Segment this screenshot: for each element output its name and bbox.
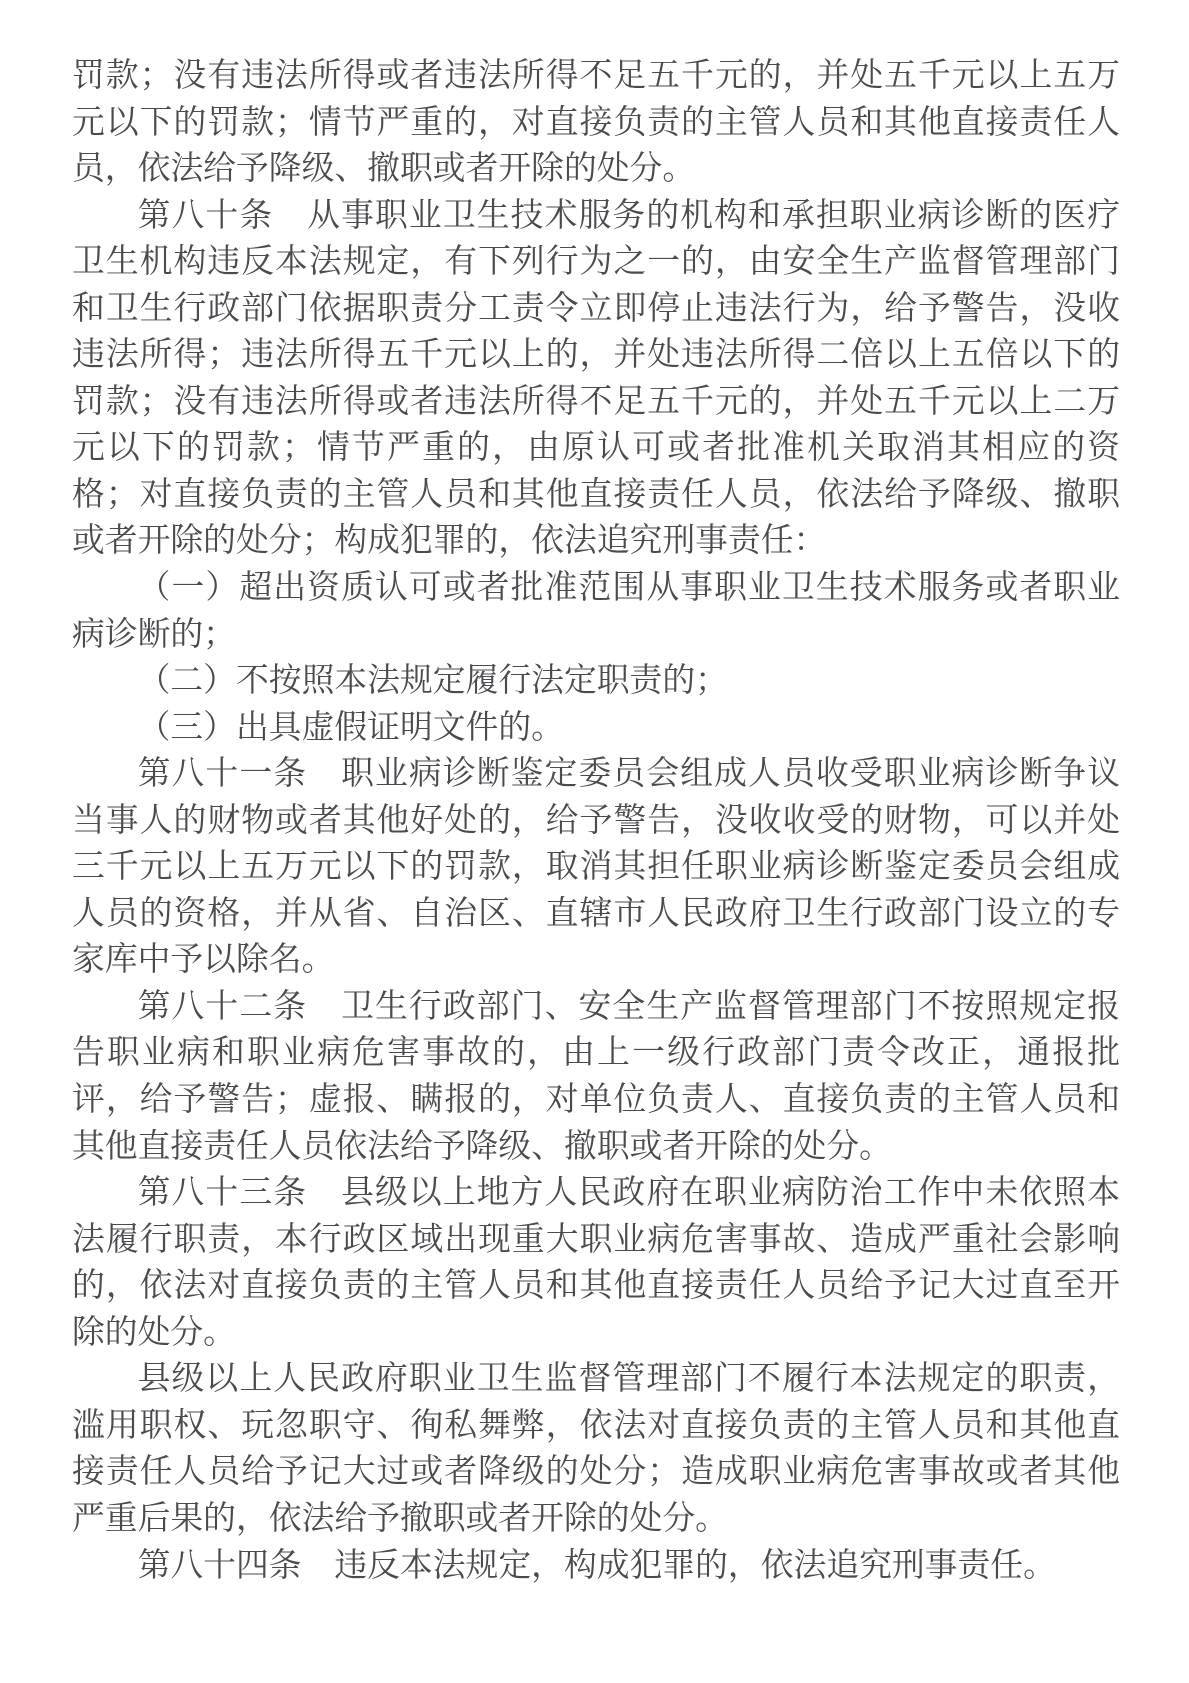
paragraph-article-80: 第八十条 从事职业卫生技术服务的机构和承担职业病诊断的医疗卫生机构违反本法规定，有下列行为之一的，由安全生产监督管理部门和卫生行政部门依据职责分工责令立即停止违法行为，给予警告，没收违法所得；违法所得五千元以上的，并处违法所得二倍以上五倍以下的罚款；没有违法所得或者违法所得不足五千元的，并处五千元以上二万元以下的罚款；情节严重的，由原认可或者批准机关取消其相应的资格；对直接负责的主管人员和其他直接责任人员，依法给予降级、撤职或者开除的处分；构成犯罪的，依法追究刑事责任： bbox=[72, 195, 1120, 559]
paragraph-article-83-clause-2: 县级以上人民政府职业卫生监督管理部门不履行本法规定的职责，滥用职权、玩忽职守、徇私舞弊，依法对直接负责的主管人员和其他直接责任人员给予记大过或者降级的处分；造成职业病危害事故或者其他严重后果的，依法给予撤职或者开除的处分。 bbox=[72, 1359, 1120, 1536]
paragraph-article-83: 第八十三条 县级以上地方人民政府在职业病防治工作中未依照本法履行职责，本行政区域出现重大职业病危害事故、造成严重社会影响的，依法对直接负责的主管人员和其他直接责任人员给予记大过直至开除的处分。 bbox=[72, 1173, 1120, 1350]
paragraph-continuation: 罚款；没有违法所得或者违法所得不足五千元的，并处五千元以上五万元以下的罚款；情节严重的，对直接负责的主管人员和其他直接责任人员，依法给予降级、撤职或者开除的处分。 bbox=[72, 56, 1120, 187]
paragraph-article-80-item-3: （三）出具虚假证明文件的。 bbox=[137, 707, 564, 745]
document-body bbox=[72, 52, 1120, 1588]
paragraph-article-82: 第八十二条 卫生行政部门、安全生产监督管理部门不按照规定报告职业病和职业病危害事故的，由上一级行政部门责令改正，通报批评，给予警告；虚报、瞒报的，对单位负责人、直接负责的主管人员和其他直接责任人员依法给予降级、撤职或者开除的处分。 bbox=[72, 986, 1120, 1164]
paragraph-article-81: 第八十一条 职业病诊断鉴定委员会组成人员收受职业病诊断争议当事人的财物或者其他好处的，给予警告，没收收受的财物，可以并处三千元以上五万元以下的罚款，取消其担任职业病诊断鉴定委员会组成人员的资格，并从省、自治区、直辖市人民政府卫生行政部门设立的专家库中予以除名。 bbox=[72, 754, 1120, 978]
paragraph-article-84: 第八十四条 违反本法规定，构成犯罪的，依法追究刑事责任。 bbox=[137, 1545, 1056, 1583]
paragraph-article-80-item-1: （一）超出资质认可或者批准范围从事职业卫生技术服务或者职业病诊断的； bbox=[72, 568, 1120, 652]
paragraph-article-80-item-2: （二）不按照本法规定履行法定职责的； bbox=[137, 661, 728, 699]
